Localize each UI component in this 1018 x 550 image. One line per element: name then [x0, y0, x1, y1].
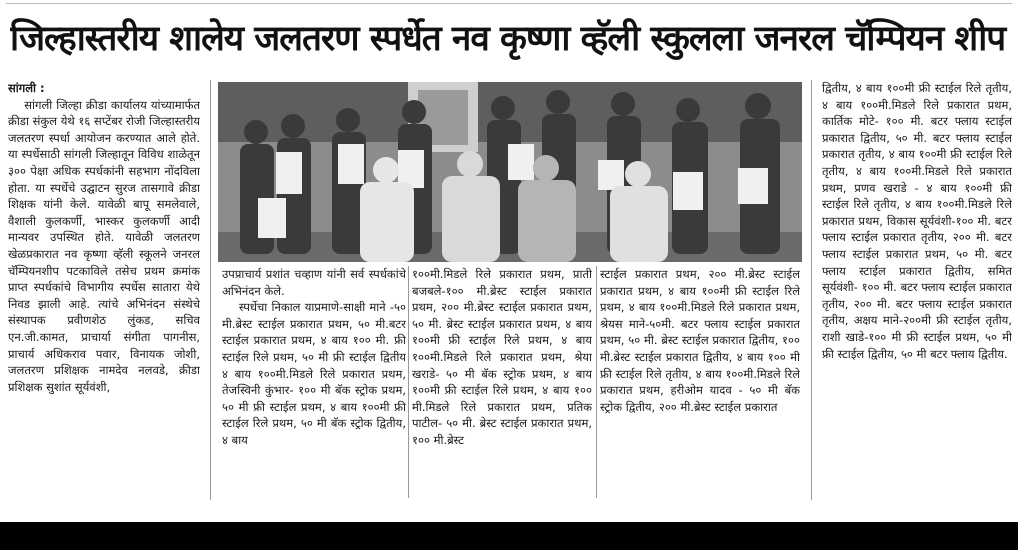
group-photo	[218, 82, 802, 262]
column-1-text: सांगली जिल्हा क्रीडा कार्यालय यांच्यामार्फत क्रीडा संकुल येथे १६ सप्टेंबर रोजी जिल्हास्तरीय जलतरण स्पर्धा आयोजन करण्यात आले होते. या स्पर्धेसाठी सांगली जिल्हातून विविध शाळेतून ३०० पेक्षा अधिक स्पर्धकांनी सहभाग नोंदविला होता. या स्पर्धेचे उद्घाटन सुरज तासगावे क्रीडा शिक्षक यांनी केले. यावेळी बापू समलेवाले, वैशाली कुलकर्णी, भास्कर कुलकर्णी आदी मान्यवर उपस्थित होते. यावेळी जलतरण खेळप्रकारात नव कृष्णा व्हॅली स्कूलने जनरल चॅम्पियनशीप पटकाविले तसेच प्रथम क्रमांक प्राप्त स्पर्धकांचे विभागीय स्पर्धेस सातारा येथे निवड झाली आहे. त्यांचे अभिनंदन संस्थेचे संस्थापक प्रवीणशेठ लुंकड, सचिव एन.जी.कामत, प्राचार्या संगीता पागनीस, प्राचार्य अधिकराव पवार, विनायक जोशी, जलतरण प्रशिक्षक नामदेव नलवडे, क्रीडा प्रशिक्षक सुशांत सूर्यवंशी,	[8, 97, 200, 394]
column-5	[822, 80, 1012, 500]
column-divider	[210, 80, 211, 500]
column-4-text: स्टाईल प्रकारात प्रथम, २०० मी.ब्रेस्ट स्टाईल प्रकारात प्रथम, ४ बाय १००मी फ्री स्टाईल रिले प्रथम, ४ बाय १००मी.मिडले रिले प्रकारात प्रथम, श्रेयस माने-५०मी. बटर फ्लाय स्टाईल प्रकारात प्रथम, ५० मी. ब्रेस्ट स्टाईल प्रकारात द्वितीय, १०० मी.ब्रेस्ट स्टाईल प्रकारात द्वितीय, ४ बाय १०० मी फ्री स्टाईल रिले तृतीय, ४ बाय १००मी.मिडले रिले प्रकारात प्रथम, हरीओम यादव - ५० मी बॅक स्ट्रोक द्वितीय, २०० मी.ब्रेस्ट स्टाईल प्रकारात	[600, 267, 800, 414]
column-1	[8, 80, 200, 500]
column-divider	[408, 266, 409, 498]
headline: जिल्हास्तरीय शालेय जलतरण स्पर्धेत नव कृष्णा व्हॅली स्कुलला जनरल चॅम्पियन शीप	[10, 19, 1006, 59]
column-2	[222, 266, 406, 498]
dateline: सांगली :	[8, 81, 45, 95]
column-4	[600, 266, 800, 498]
column-divider	[811, 80, 812, 500]
column-2-text: स्पर्धेचा निकाल याप्रमाणे-साक्षी माने -५० मी.ब्रेस्ट स्टाईल प्रकारात प्रथम, ५० मी.बटर स्टाईल प्रकारात प्रथम, ४ बाय १०० मी. फ्री स्टाईल रिले प्रथम, ५० मी फ्री स्टाईल द्वितीय ४ बाय १००मी.मिडले रिले प्रकारात प्रथम, तेजस्विनी कुंभार- १०० मी बॅक स्ट्रोक प्रथम, ५० मी फ्री स्टाईल प्रथम, ४ बाय १००मी फ्री स्टाईल रिले प्रथम, ५० मी बॅक स्ट्रोक द्वितीय, ४ बाय	[222, 300, 406, 447]
column-divider	[596, 266, 597, 498]
column-3	[412, 266, 592, 498]
column-5-text: द्वितीय, ४ बाय १००मी फ्री स्टाईल रिले तृतीय, ४ बाय १००मी.मिडले रिले प्रकारात प्रथम, कार्तिक मोटे- १०० मी. बटर फ्लाय स्टाईल प्रकारात द्वितीय, ५० मी. बटर फ्लाय स्टाईल प्रकारात तृतीय, ४ बाय १००मी फ्री स्टाईल रिले तृतीय, ४ बाय १००मी.मिडले रिले प्रकारात प्रथम, प्रणव खराडे - ४ बाय १००मी फ्री स्टाईल रिले तृतीय, ४ बाय १००मी.मिडले रिले प्रकारात प्रथम, विकास सूर्यवंशी-१०० मी. बटर फ्लाय स्टाईल प्रकारात तृतीय, २०० मी. बटर फ्लाय स्टाईल प्रकारात प्रथम, ५० मी. बटर फ्लाय स्टाईल प्रकारात द्वितीय, समित सूर्यवंशी- १०० मी. बटर फ्लाय स्टाईल प्रकारात तृतीय, २०० मी. बटर फ्लाय स्टाईल प्रकारात तृतीय, अक्षय माने-२००मी फ्री स्टाईल तृतीय, राशी खाडे-१०० मी फ्री स्टाईल प्रथम, ५० मी फ्री स्टाईल द्वितीय, ५० मी बटर फ्लाय द्वितीय.	[822, 81, 1012, 361]
column-2-intro: उपप्राचार्य प्रशांत चव्हाण यांनी सर्व स्पर्धकांचे अभिनंदन केले.	[222, 267, 406, 298]
top-rule	[6, 3, 1012, 4]
column-3-text: १००मी.मिडले रिले प्रकारात प्रथम, प्राती बजबले-१०० मी.ब्रेस्ट स्टाईल प्रकारात प्रथम, २०० मी.ब्रेस्ट स्टाईल प्रकारात प्रथम, ५० मी. ब्रेस्ट स्टाईल प्रकारात प्रथम, ४ बाय १००मी फ्री स्टाईल रिले प्रथम, ४ बाय १००मी.मिडले रिले प्रकारात प्रथम, श्रेया खराडे- ५० मी बॅक स्ट्रोक प्रथम, ४ बाय १००मी फ्री स्टाईल रिले प्रथम, ४ बाय १०० मी.मिडले रिले प्रकारात प्रथम, प्रतिक पाटील- ५० मी. ब्रेस्ट स्टाईल प्रकारात प्रथम, १०० मी.ब्रेस्ट	[412, 267, 592, 447]
